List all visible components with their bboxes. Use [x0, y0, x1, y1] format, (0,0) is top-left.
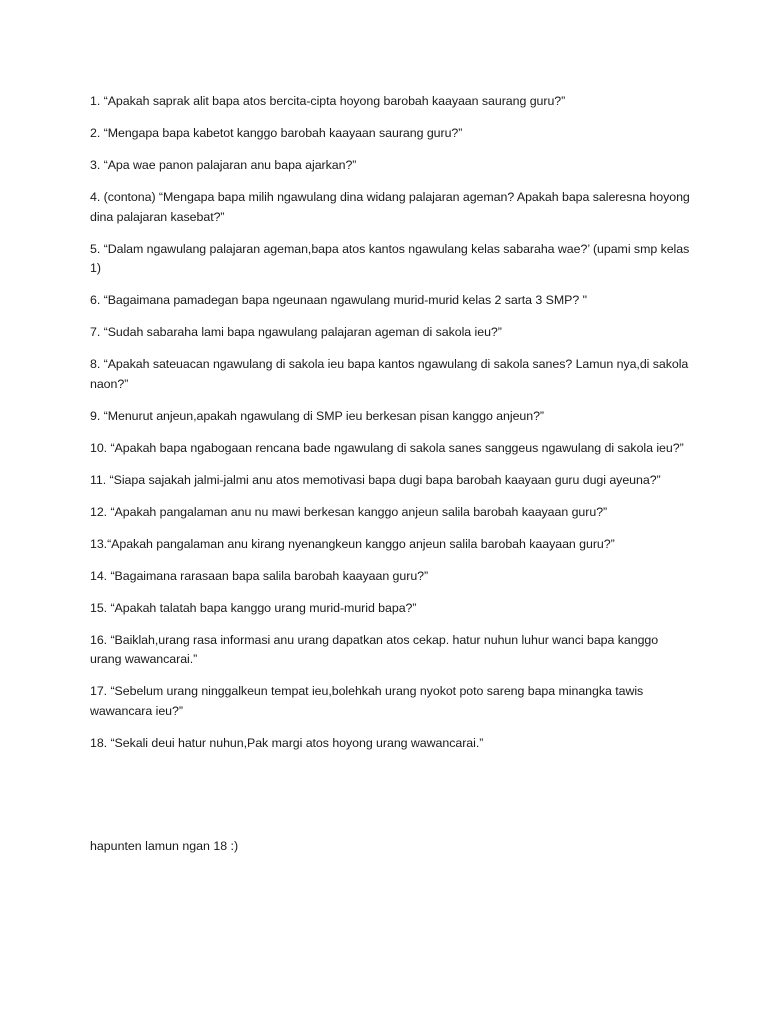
- list-item: 15. “Apakah talatah bapa kanggo urang murid-murid bapa?”: [90, 600, 417, 615]
- question-list: [90, 92, 690, 766]
- list-item: 18. “Sekali deui hatur nuhun,Pak margi atos hoyong urang wawancarai.”: [90, 735, 484, 750]
- list-item: 4. (contona) “Mengapa bapa milih ngawulang dina widang palajaran ageman? Apakah bapa saleresna hoyong dina palajaran kasebat?”: [90, 190, 690, 224]
- list-item: 13.“Apakah pangalaman anu kirang nyenangkeun kanggo anjeun salila barobah kaayaan guru?”: [90, 536, 615, 551]
- list-item: 16. “Baiklah,urang rasa informasi anu urang dapatkan atos cekap. hatur nuhun luhur wanci bapa kanggo urang wawancarai.”: [90, 632, 659, 666]
- list-item: 2. “Mengapa bapa kabetot kanggo barobah kaayaan saurang guru?”: [90, 126, 463, 140]
- list-item: 9. “Menurut anjeun,apakah ngawulang di SMP ieu berkesan pisan kanggo anjeun?”: [90, 408, 545, 423]
- list-item: 8. “Apakah sateuacan ngawulang di sakola ieu bapa kantos ngawulang di sakola sanes? Lamun nya,di sakola naon?”: [90, 357, 689, 391]
- list-item: 3. “Apa wae panon palajaran anu bapa ajarkan?”: [90, 158, 357, 172]
- list-item: 5. “Dalam ngawulang palajaran ageman,bapa atos kantos ngawulang kelas sabaraha wae?’ (upami smp kelas 1): [90, 241, 690, 275]
- list-item: 11. “Siapa sajakah jalmi-jalmi anu atos memotivasi bapa dugi bapa barobah kaayaan guru dugi ayeuna?”: [90, 472, 661, 487]
- list-item: 6. “Bagaimana pamadegan bapa ngeunaan ngawulang murid-murid kelas 2 sarta 3 SMP? ": [90, 293, 587, 307]
- list-item: 10. “Apakah bapa ngabogaan rencana bade ngawulang di sakola sanes sanggeus ngawulang di sakola ieu?”: [90, 440, 684, 455]
- list-item: 17. “Sebelum urang ninggalkeun tempat ieu,bolehkah urang nyokot poto sareng bapa minangka tawis wawancara ieu?”: [90, 684, 644, 718]
- list-item: 14. “Bagaimana rarasaan bapa salila barobah kaayaan guru?”: [90, 568, 429, 583]
- list-item: 1. “Apakah saprak alit bapa atos bercita-cipta hoyong barobah kaayaan saurang guru?”: [90, 94, 566, 108]
- list-item: 7. “Sudah sabaraha lami bapa ngawulang palajaran ageman di sakola ieu?”: [90, 325, 502, 339]
- list-item: 12. “Apakah pangalaman anu nu mawi berkesan kanggo anjeun salila barobah kaayaan guru?”: [90, 504, 608, 519]
- footer-note: hapunten lamun ngan 18 :): [90, 839, 239, 853]
